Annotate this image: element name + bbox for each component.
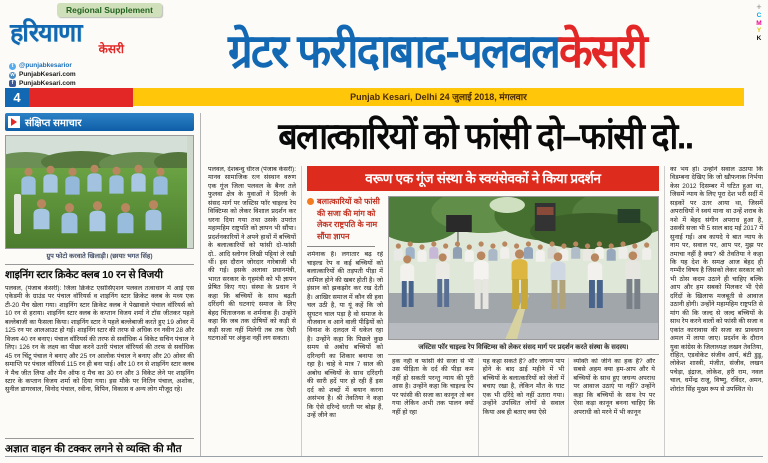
brief-story-body: पलवल, (पंजाब केसरी): जिला क्रिकेट एसोसिएशन पलवल तत्वाधान में आई एस एकेडमी के ग्राउंड पर पंचाल वॉरियर्स व शाइनिंग स्टार क्रिकेट क्लब के मध्य एक टी-20 मैच खेला गया। शाइनिंग स्टार क्रिकेट क्लब ने पेखावाले पंचाल वॉरियर्स को 10 रन से हराया। शाइनिंग स्टार क्लब के कप्तान विजय शर्मा ने टॉस जीतकर पहले बल्लेबाजी का फैसला किया। शाइनिंग स्टार ने पहले बल्लेबाजी करते हुए 19 ओवर में 125 रन पर आलआउट हो गई। शाइनिंग स्टार की तरफ से अधिक रन नवीन 28 और विजय 40 रन बनाए। पंचाल वॉरियर्स की तरफ से सर्वाधिक 4 विकेट सचिन पंचाल ने लिए। 126 रन के लक्ष्य का पीछा करने उतरी पंचाल वॉरियर्स की तरफ से सर्वाधिक 45 रन चिंटू पंचाल ने बनाए और 25 रन आलोक पंचाल ने बनाए और 20 ओवर की समाप्ति पर पंचाल वॉरियर्स 115 रन ही बना पाई। और 10 रन से शाइनिंग स्टार क्लब ने मैच जीत लिया और मैन ऑफ द मैच का 30 रन और 3 विकेट लेने पर शाइनिंग स्टार के कप्तान विजय शर्मा को दिया गया। इस मौके पर नितिन पंचाल, अशोक, सुनील डागरवाल, विनोद पंचाल, रवीना, विपिन, विकास व अन्य लोग मौजूद रहे। <box>5 285 194 394</box>
masthead-title-blue: ग्रेटर फरीदाबाद-पलवल <box>228 25 559 78</box>
red-bar <box>29 88 133 107</box>
story-column-1: पलवल, देशबन्धु धीरज (पंजाब केसरी): मानव सामाजिक रत्न संस्थान वरुण एक गूंज जिला पलवल के बैनर तले फुलवा क्षेत्र के युवाओं ने दिल्ली के संसद मार्ग पर जस्टिस फॉर चाइल्ड रेप विक्टिम्स को लेकर विशाल प्रदर्शन कर धरना दिया गया तथा उसके उपरांत महामहिम राष्ट्रपति को ज्ञापन भी सौंपा। प्रदर्शनकारियों ने अपने हाथों में बच्चियों के बलात्कारियों को फांसी दो-फांसी दो.. आदि स्लोगन लिखी पट्टियां ले रखी थीं। इस दौरान जोरदार नारेबाजी भी की गई। इसके अलावा प्रधानमंत्री, भारत सरकार के गृहमंत्री को भी ज्ञापन प्रेषित किए गए। संस्था के प्रधान ने कहा कि बच्चियों के साथ बढ़ती दरिंदगी की घटनाएं समाज के लिए बेहद चिंताजनक व शर्मनाक हैं। उन्होंने कहा कि जब तक दोषियों को कड़ी से कड़ी सजा नहीं मिलेगी तब तक ऐसी घटनाओं पर अंकुश नहीं लग सकता। <box>208 166 302 456</box>
story-column-4: यह कहा सकते हैं? और जघन्य पाप होने के बाद ढाई महीने में भी बच्चियों के बलात्कारियों को जेलों में बचाए रखा है, लेकिन मौत के घाट एक भी दरिंदे को नहीं उतारा गया। उन्होंने उपस्थित लोगों से सवाल किया अब ही बताए क्या ऐसे <box>478 358 569 456</box>
page-number-band <box>5 88 133 107</box>
section-header-label: संक्षिप्त समाचार <box>25 118 82 129</box>
story-column-2-body: शर्मनाक है। लगातार बढ़ रहे चाइल्ड रेप व कई बच्चियों को बलात्कारियों की तड़पती पीड़ा में शामिल होने की खबर होती है। जो इंसान को झकझोर कर रख देती है। आखिर समाज में कौन सी हवा चल उठी है, या यूं कहें कि जो सुघटन चाल पड़ा है वो समाज के नौजवान व आने वाली पीढ़ियों को विनाश के दलदल में धकेल रहा है। उन्होंने कहा कि पिछले कुछ समय से अबोध बच्चियों को दरिन्दगी का शिकार बनाया जा रहा है। चाहे वे मात्र 7 साल की अबोध बच्चियों के साथ दरिंदगी की सारी हदें पार हो रही हैं इस दर्द को शब्दों में बयान करना असंभव है। श्री तेवतिया ने कहा कि ऐसे दरिन्दे धरती पर बोझ हैं, उन्हें जीने का <box>307 251 383 419</box>
story-column-3: हक नहीं व फांसी की सजा से भी उस पीड़िता के दर्द की पीड़ा कम नहीं हो सकती परन्तु न्याय की पूरी आस है। उन्होंने कहा कि चाइल्ड रेप पर फांसी की सजा का कानून तो बन गया लेकिन अभी तक पालन क्यों नहीं हो रहा <box>392 358 474 416</box>
logo-sub-text: केसरी <box>98 42 124 56</box>
twitter-handle: @punjabkesarior <box>19 62 72 69</box>
brief-news-column <box>5 113 201 456</box>
registration-cross-icon: + <box>756 2 762 12</box>
page-number: 4 <box>5 88 29 107</box>
cmyk-m: M <box>756 19 762 27</box>
haryana-kesari-logo <box>10 21 130 55</box>
globe-icon: w <box>10 71 15 78</box>
section-arrow-icon <box>8 116 20 128</box>
website-url: PunjabKesari.com <box>19 70 76 78</box>
regional-supplement-badge: Regional Supplement <box>57 3 162 17</box>
cmyk-y: Y <box>756 27 762 35</box>
bullet-icon <box>307 198 314 205</box>
logo-top-text: हरियाणा <box>10 19 82 47</box>
brief-story-headline: शाइनिंग स्टार क्रिकेट क्लब 10 रन से विजयी <box>5 264 194 282</box>
highlight-note <box>307 196 383 242</box>
story-center-block <box>302 166 664 456</box>
story-column-5: व्यक्ति को जीने का हक है? और सबसे अहम क्या हम-आप और ये बच्चियों के साथ हुए जघन्य अपराध पर आवाज उठाएं या नहीं? उन्होंने कहा कि बच्चियों के साथ रेप पर ऐसा कड़ा कानून बनना चाहिए कि अपराधी को मरने में भी कानून <box>568 358 659 456</box>
social-links <box>9 62 76 88</box>
cmyk-c: C <box>756 12 762 20</box>
protest-photo-caption: जस्टिस फॉर चाइल्ड रेप विक्टिम्स को लेकर संसद मार्ग पर प्रदर्शन करते संस्था के सदस्य। <box>388 340 659 355</box>
protest-march-photo <box>388 196 659 340</box>
note-divider <box>307 246 375 247</box>
page-content <box>5 113 763 457</box>
twitter-icon: t <box>9 63 16 70</box>
facebook-icon: f <box>9 80 16 87</box>
story-column-right: का भय हो। उन्होंने सवाल उठाया कि विडम्बना देखिए कि जो खौफनाक निर्भया केस 2012 दिसम्बर में घटित हुआ था, जिसमें न्याय के लिए पूरा देश भरी सर्दी में सड़कों पर उतर आया था, जिसमें अपराधियों ने स्वयं माना था उन्हें शराब के नशे में बेहद संगीन अपराध हुआ है, उसकी सजा भी 5 साल बाद मई 2017 में सुनाई गई। अब कायदे ये बात न्याय के नाम पर, सवाल पर, आप पर, मुझ पर तमाचा नहीं है क्या? श्री तेवतिया ने कहा कि यह देश के समक्ष आज बेहद ही गम्भीर विषय है जिसको लेकर सरकार को भी ठोस कदम उठाने ही चाहिए बल्कि आप और हम सबको मिलकर भी ऐसे दरिंदों के खिलाफ मजबूती से आवाज उठानी होगी। उन्होंने महामहिम राष्ट्रपति से मांग की कि जल्द से जल्द बच्चियों के साथ रेप करने वालों को फांसी की सजा व एकांत कारावास की सजा का प्रावधान अमल में लाया जाए। प्रदर्शन के दौरान युवा कांग्रेस के जिलाध्यक्ष लखन तेवतिया, रोहित, एडवोकेट संजीव आर्य, बंटी डुडू, लोकेश शास्त्री, मंजीत, संजीव, लखन पचेड़ा, इंद्राज, लोकेश, हरी राम, नवल चाल, धर्मेन्द्र राजू, विष्णु, रविंदर, अमन, शोरांत सिंह मुख्य रूप से उपस्थित थे। <box>664 166 763 456</box>
masthead-title <box>132 18 742 88</box>
facebook-url: PunjabKesari.com <box>19 79 76 87</box>
cmyk-k: K <box>756 34 762 42</box>
print-registration-marks <box>753 2 765 42</box>
masthead-title-red: केसरी <box>559 25 646 78</box>
main-story <box>201 113 763 456</box>
sub-headline-banner: वरूण एक गूंज संस्था के स्वयंसेवकों ने किया प्रदर्शन <box>307 166 659 191</box>
protest-photo-block <box>388 196 659 456</box>
section-header <box>5 113 194 131</box>
cricket-photo-caption: ग्रुप फोटो करवाते खिलाड़ी। (छायाः भगत सिंह) <box>46 253 153 260</box>
cricket-team-photo <box>5 135 194 249</box>
bottom-columns <box>388 358 659 456</box>
story-column-2 <box>307 196 388 456</box>
brief-story-headline-2: अज्ञात वाहन की टक्कर लगने से व्यक्ति की मौत <box>5 438 194 456</box>
main-headline: बलात्कारियों को फांसी दो–फांसी दो.. <box>278 116 693 158</box>
highlight-note-text: बलात्कारियों को फांसी की सजा की मांग को लेकर राष्ट्रपति के नाम सौंपा ज्ञापन <box>317 197 380 241</box>
dateline-band: Punjab Kesari, Delhi 24 जुलाई 2018, मंगलवार <box>133 88 744 106</box>
